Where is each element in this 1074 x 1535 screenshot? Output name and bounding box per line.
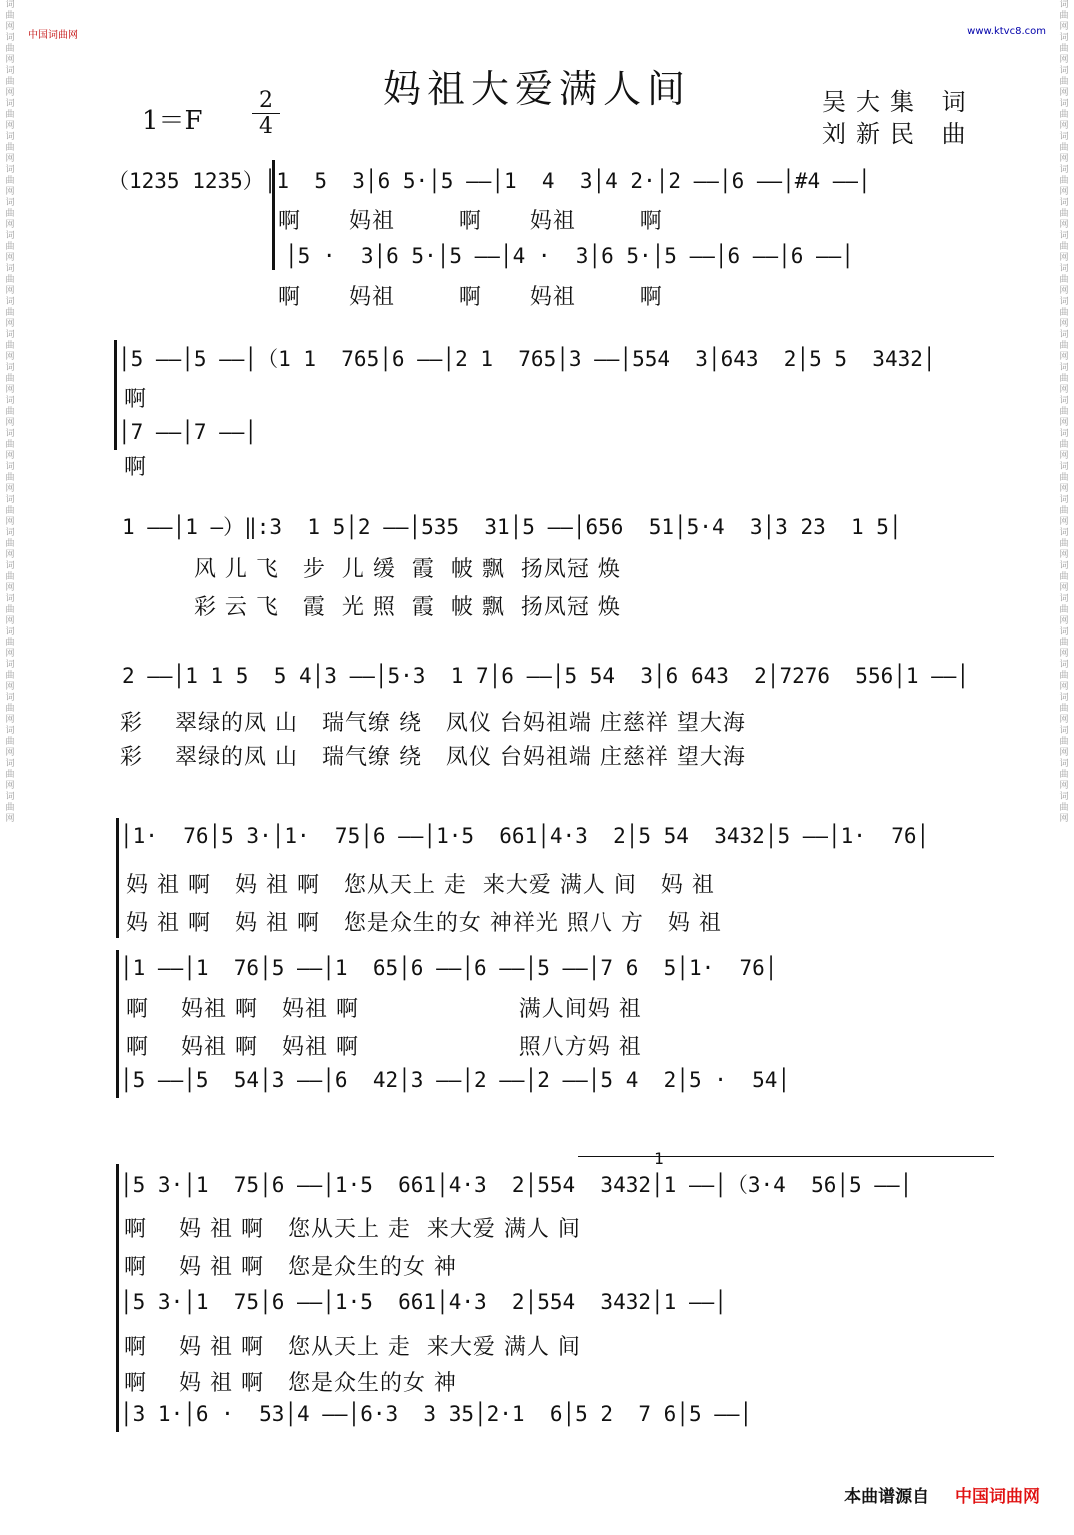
lyric-line: 彩 翠绿的凤 山 瑞气缭 绕 凤仪 台妈祖端 庄慈祥 望大海	[120, 745, 746, 770]
footer-site-link[interactable]: 中国词曲网	[955, 1487, 1040, 1507]
staff-line: │5 ——│5 54│3 ——│6 42│3 ——│2 ——│2 ——│5 4 2│5 · 54│	[120, 1068, 791, 1092]
lyric-line: 妈 祖 啊 妈 祖 啊 您从天上 走 来大爱 满人 间 妈 祖	[126, 873, 715, 898]
volta-number: 1	[654, 1148, 664, 1168]
time-signature-top: 2	[252, 88, 280, 114]
staff-line: │3 1·│6 · 53│4 ——│6·3 3 35│2·1 6│5 2 7 6│5 ——│	[120, 1402, 753, 1426]
song-title: 妈祖大爱满人间	[382, 67, 691, 111]
staff-line: │5 3·│1 75│6 ——│1·5 661│4·3 2│554 3432│1 ——│（3·4 56│5 ——│	[120, 1173, 913, 1197]
lyric-line: 啊	[124, 387, 148, 412]
lyric-line: 啊 妈 祖 啊 您从天上 走 来大爱 满人 间	[124, 1217, 581, 1242]
system-bracket	[116, 818, 119, 938]
watermark-right: 词曲网词曲网词曲网词曲网词曲网词曲网词曲网词曲网词曲网词曲网词曲网词曲网词曲网词曲网词曲网词曲网词曲网词曲网词曲网词曲网词曲网词曲网词曲网词曲网词曲网	[1059, 0, 1069, 824]
system-bracket	[116, 950, 119, 1098]
lyric-line: 啊 妈 祖 啊 您是众生的女 神	[124, 1371, 457, 1396]
lyric-line: 风 儿 飞 步 儿 缓 霞 帔 飘 扬凤冠 焕	[122, 557, 621, 582]
staff-line: 2 ——│1 1 5 5 4│3 ——│5·3 1 7│6 ——│5 54 3│6 643 2│7276 556│1 ——│	[122, 664, 970, 688]
lyric-line: 啊 妈 祖 啊 您从天上 走 来大爱 满人 间	[124, 1335, 581, 1360]
system-bracket	[116, 1164, 119, 1432]
lyricist-credit: 吴大集 词	[822, 88, 976, 116]
key-signature: 1＝F	[142, 106, 203, 136]
lyric-line: 啊 妈祖 啊 妈祖 啊 照八方妈 祖	[126, 1035, 642, 1060]
system-bracket	[114, 340, 117, 450]
time-signature-bottom: 4	[259, 114, 273, 139]
lyric-line: 啊	[124, 455, 148, 480]
time-signature	[252, 88, 280, 139]
site-name-top-left[interactable]: 中国词曲网	[28, 30, 78, 41]
lyric-line: 彩 云 飞 霞 光 照 霞 帔 飘 扬凤冠 焕	[122, 595, 621, 620]
site-url-top-right[interactable]: www.ktvc8.com	[967, 26, 1046, 37]
footer-source-label: 本曲谱源自	[844, 1487, 930, 1507]
staff-line: │1· 76│5 3·│1· 75│6 ——│1·5 661│4·3 2│5 54 3432│5 ——│1· 76│	[120, 824, 930, 848]
staff-line: │5 · 3│6 5·│5 ——│4 · 3│6 5·│5 ——│6 ——│6 ——│	[108, 244, 854, 268]
lyric-line: 啊 妈祖 啊 妈祖 啊	[262, 209, 663, 234]
staff-line: 1 ——│1 —）‖:3 1 5│2 ——│535 31│5 ——│656 51│5·4 3│3 23 1 5│	[122, 515, 902, 539]
staff-line: （1235 1235）│1 5 3│6 5·│5 ——│1 4 3│4 2·│2 ——│6 ——│#4 ——│	[108, 169, 871, 193]
volta-bracket	[578, 1156, 994, 1157]
staff-line: │1 ——│1 76│5 ——│1 65│6 ——│6 ——│5 ——│7 6 5│1· 76│	[120, 956, 778, 980]
watermark-left: 词曲网词曲网词曲网词曲网词曲网词曲网词曲网词曲网词曲网词曲网词曲网词曲网词曲网词曲网词曲网词曲网词曲网词曲网词曲网词曲网词曲网词曲网词曲网词曲网词曲网	[5, 0, 15, 824]
lyric-line: 啊 妈 祖 啊 您是众生的女 神	[124, 1255, 457, 1280]
composer-credit: 刘新民 曲	[822, 120, 976, 148]
lyric-line: 妈 祖 啊 妈 祖 啊 您是众生的女 神祥光 照八 方 妈 祖	[126, 911, 722, 936]
staff-line: │5 ——│5 ——│（1 1 765│6 ——│2 1 765│3 ——│554 3│643 2│5 5 3432│	[118, 347, 936, 371]
lyric-line: 彩 翠绿的凤 山 瑞气缭 绕 凤仪 台妈祖端 庄慈祥 望大海	[120, 711, 746, 736]
staff-line: │5 3·│1 75│6 ——│1·5 661│4·3 2│554 3432│1 ——│	[120, 1290, 727, 1314]
staff-line: │7 ——│7 ——│	[118, 420, 258, 444]
lyric-line: 啊 妈祖 啊 妈祖 啊	[262, 285, 663, 310]
lyric-line: 啊 妈祖 啊 妈祖 啊 满人间妈 祖	[126, 997, 642, 1022]
footer	[844, 1482, 1040, 1507]
